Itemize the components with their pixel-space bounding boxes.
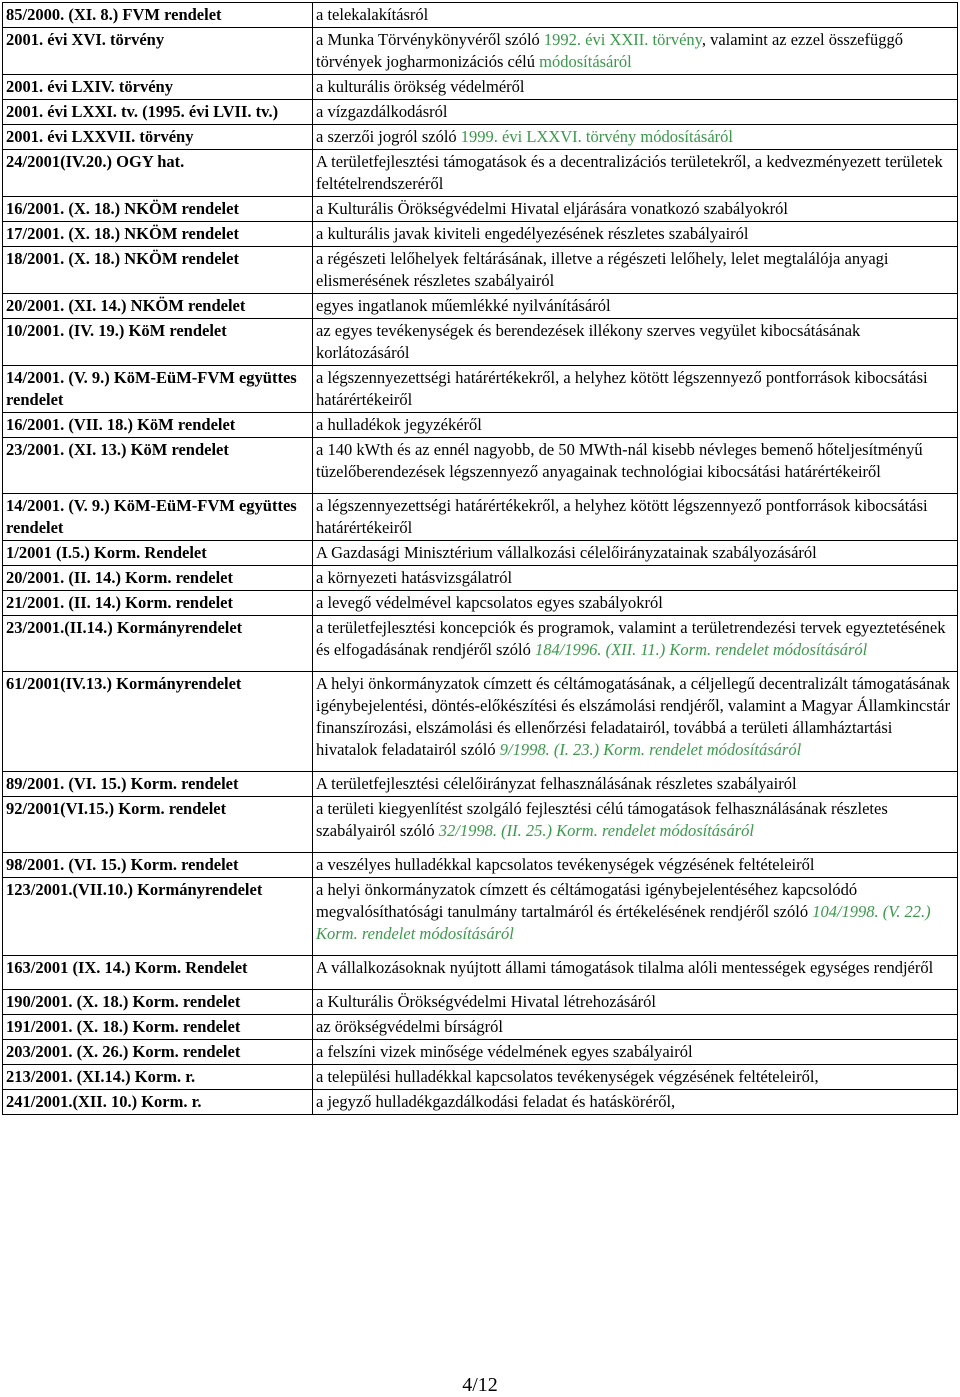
legal-subject xyxy=(313,413,958,438)
legal-reference: 14/2001. (V. 9.) KöM-EüM-FVM együttes rendelet xyxy=(3,494,313,541)
table-row xyxy=(3,797,958,853)
subject-text: a hulladékok jegyzékéről xyxy=(316,415,482,434)
legal-subject xyxy=(313,494,958,541)
legal-reference: 2001. évi LXIV. törvény xyxy=(3,75,313,100)
legal-reference: 17/2001. (X. 18.) NKÖM rendelet xyxy=(3,222,313,247)
legal-reference: 85/2000. (XI. 8.) FVM rendelet xyxy=(3,3,313,28)
legal-subject xyxy=(313,319,958,366)
legal-subject xyxy=(313,3,958,28)
legal-reference: 14/2001. (V. 9.) KöM-EüM-FVM együttes rendelet xyxy=(3,366,313,413)
subject-text: A vállalkozásoknak nyújtott állami támogatások tilalma alóli mentességek egységes rendjéről xyxy=(316,958,934,977)
linked-reference: 1999. évi LXXVI. törvény módosításáról xyxy=(460,127,733,146)
legal-reference: 190/2001. (X. 18.) Korm. rendelet xyxy=(3,990,313,1015)
legal-reference: 123/2001.(VII.10.) Kormányrendelet xyxy=(3,878,313,956)
legal-subject xyxy=(313,75,958,100)
legal-reference: 2001. évi LXXI. tv. (1995. évi LVII. tv.) xyxy=(3,100,313,125)
legislation-table xyxy=(2,2,958,1115)
legal-subject xyxy=(313,1015,958,1040)
subject-text: A Gazdasági Minisztérium vállalkozási célelőirányzatainak szabályozásáról xyxy=(316,543,817,562)
page-number: 4/12 xyxy=(462,1374,498,1396)
legal-reference: 241/2001.(XII. 10.) Korm. r. xyxy=(3,1090,313,1115)
legal-subject xyxy=(313,1040,958,1065)
subject-text: a régészeti lelőhelyek feltárásának, illetve a régészeti lelőhely, lelet megtalálója anyagi elismerésének részletes szabályairól xyxy=(316,249,889,290)
legal-subject xyxy=(313,1090,958,1115)
table-row xyxy=(3,28,958,75)
legal-subject xyxy=(313,438,958,494)
legal-subject xyxy=(313,222,958,247)
subject-text: , valamint az ezzel összefüggő törvények jogharmonizációs célú xyxy=(316,30,903,71)
linked-reference: 184/1996. (XII. 11.) Korm. rendelet módosításáról xyxy=(535,640,868,659)
subject-text: a Kulturális Örökségvédelmi Hivatal eljárására vonatkozó szabályokról xyxy=(316,199,788,218)
legal-subject xyxy=(313,28,958,75)
legal-reference: 163/2001 (IX. 14.) Korm. Rendelet xyxy=(3,956,313,990)
subject-text: az egyes tevékenységek és berendezések illékony szerves vegyület kibocsátásának korlátozásáról xyxy=(316,321,861,362)
subject-text: a szerzői jogról szóló xyxy=(316,127,461,146)
table-row xyxy=(3,294,958,319)
legal-subject xyxy=(313,366,958,413)
table-row xyxy=(3,75,958,100)
subject-text: a területfejlesztési koncepciók és programok, valamint a területrendezési tervek egyeztetésének és elfogadásának rendjéről szóló xyxy=(316,618,946,659)
legal-subject xyxy=(313,294,958,319)
legal-reference: 191/2001. (X. 18.) Korm. rendelet xyxy=(3,1015,313,1040)
legal-reference: 61/2001(IV.13.) Kormányrendelet xyxy=(3,672,313,772)
subject-text: A helyi önkormányzatok címzett és céltámogatásának, a céljellegű decentralizált támogatásának igénybejelentési, döntés-előkészítési és elszámolási rendjéről, valamint a Magyar Államkincstár finanszírozási, elszámolási és ellenőrzési feladatairól, továbbá a területi államháztartási hivatalok feladatairól szóló xyxy=(316,674,951,759)
table-row xyxy=(3,413,958,438)
linked-reference: módosításáról xyxy=(539,52,632,71)
table-row xyxy=(3,878,958,956)
subject-text: a Kulturális Örökségvédelmi Hivatal létrehozásáról xyxy=(316,992,656,1011)
legal-subject xyxy=(313,541,958,566)
legal-reference: 18/2001. (X. 18.) NKÖM rendelet xyxy=(3,247,313,294)
subject-text: a kulturális javak kiviteli engedélyezésének részletes szabályairól xyxy=(316,224,749,243)
legislation-table-body xyxy=(3,3,958,1115)
table-row xyxy=(3,494,958,541)
legal-subject xyxy=(313,1065,958,1090)
legal-reference: 1/2001 (I.5.) Korm. Rendelet xyxy=(3,541,313,566)
subject-text: a jegyző hulladékgazdálkodási feladat és hatásköréről, xyxy=(316,1092,676,1111)
legal-subject xyxy=(313,616,958,672)
linked-reference: 1992. évi XXII. törvény xyxy=(543,30,702,49)
table-row xyxy=(3,3,958,28)
table-row xyxy=(3,247,958,294)
linked-reference: 104/1998. (V. 22.) Korm. rendelet módosításáról xyxy=(316,902,931,943)
legal-subject xyxy=(313,956,958,990)
table-row xyxy=(3,1040,958,1065)
legal-reference: 20/2001. (II. 14.) Korm. rendelet xyxy=(3,566,313,591)
subject-text: az örökségvédelmi bírságról xyxy=(316,1017,503,1036)
subject-text: a kulturális örökség védelméről xyxy=(316,77,525,96)
linked-reference: 9/1998. (I. 23.) Korm. rendelet módosításáról xyxy=(499,740,802,759)
table-row xyxy=(3,1015,958,1040)
table-row xyxy=(3,100,958,125)
subject-text: a 140 kWth és az ennél nagyobb, de 50 MWth-nál kisebb névleges bemenő hőteljesítményű tüzelőberendezések légszennyező anyagainak technológiai kibocsátási határértékeiről xyxy=(316,440,923,481)
table-row xyxy=(3,319,958,366)
subject-text: a Munka Törvénykönyvéről szóló xyxy=(316,30,544,49)
table-row xyxy=(3,616,958,672)
legal-subject xyxy=(313,125,958,150)
table-row xyxy=(3,541,958,566)
subject-text: a környezeti hatásvizsgálatról xyxy=(316,568,513,587)
legal-subject xyxy=(313,990,958,1015)
legal-subject xyxy=(313,797,958,853)
legal-reference: 10/2001. (IV. 19.) KöM rendelet xyxy=(3,319,313,366)
linked-reference: 32/1998. (II. 25.) Korm. rendelet módosításáról xyxy=(438,821,754,840)
legal-subject xyxy=(313,566,958,591)
table-row xyxy=(3,672,958,772)
legal-reference: 21/2001. (II. 14.) Korm. rendelet xyxy=(3,591,313,616)
subject-text: a települési hulladékkal kapcsolatos tevékenységek végzésének feltételeiről, xyxy=(316,1067,819,1086)
table-row xyxy=(3,853,958,878)
legal-subject xyxy=(313,100,958,125)
subject-text: a veszélyes hulladékkal kapcsolatos tevékenységek végzésének feltételeiről xyxy=(316,855,815,874)
legal-reference: 2001. évi XVI. törvény xyxy=(3,28,313,75)
table-row xyxy=(3,125,958,150)
subject-text: egyes ingatlanok műemlékké nyilvánításáról xyxy=(316,296,611,315)
subject-text: A területfejlesztési támogatások és a decentralizációs területekről, a kedvezményezett területek feltételrendszeréről xyxy=(316,152,943,193)
legal-subject xyxy=(313,150,958,197)
table-row xyxy=(3,366,958,413)
table-row xyxy=(3,566,958,591)
legal-reference: 24/2001(IV.20.) OGY hat. xyxy=(3,150,313,197)
table-row xyxy=(3,1065,958,1090)
subject-text: a levegő védelmével kapcsolatos egyes szabályokról xyxy=(316,593,663,612)
legal-subject xyxy=(313,197,958,222)
legal-reference: 92/2001(VI.15.) Korm. rendelet xyxy=(3,797,313,853)
legal-subject xyxy=(313,853,958,878)
subject-text: a légszennyezettségi határértékekről, a helyhez kötött légszennyező pontforrások kibocsátási határértékeiről xyxy=(316,496,928,537)
table-row xyxy=(3,222,958,247)
legal-reference: 89/2001. (VI. 15.) Korm. rendelet xyxy=(3,772,313,797)
legal-reference: 2001. évi LXXVII. törvény xyxy=(3,125,313,150)
table-row xyxy=(3,956,958,990)
subject-text: a területi kiegyenlítést szolgáló fejlesztési célú támogatások felhasználásának részletes szabályairól szóló xyxy=(316,799,888,840)
subject-text: A területfejlesztési célelőirányzat felhasználásának részletes szabályairól xyxy=(316,774,797,793)
table-row xyxy=(3,990,958,1015)
legal-reference: 203/2001. (X. 26.) Korm. rendelet xyxy=(3,1040,313,1065)
table-row xyxy=(3,197,958,222)
subject-text: a helyi önkormányzatok címzett és céltámogatási igénybejelentéséhez kapcsolódó megvalósíthatósági tanulmány tartalmáról és értékelésének rendjéről szóló xyxy=(316,880,858,921)
table-row xyxy=(3,591,958,616)
legal-reference: 98/2001. (VI. 15.) Korm. rendelet xyxy=(3,853,313,878)
subject-text: a felszíni vizek minősége védelmének egyes szabályairól xyxy=(316,1042,693,1061)
legal-reference: 16/2001. (VII. 18.) KöM rendelet xyxy=(3,413,313,438)
legal-subject xyxy=(313,772,958,797)
legal-subject xyxy=(313,672,958,772)
legal-subject xyxy=(313,878,958,956)
legal-reference: 213/2001. (XI.14.) Korm. r. xyxy=(3,1065,313,1090)
legal-reference: 23/2001. (XI. 13.) KöM rendelet xyxy=(3,438,313,494)
table-row xyxy=(3,150,958,197)
legal-reference: 20/2001. (XI. 14.) NKÖM rendelet xyxy=(3,294,313,319)
subject-text: a vízgazdálkodásról xyxy=(316,102,448,121)
table-row xyxy=(3,1090,958,1115)
legal-subject xyxy=(313,247,958,294)
legal-reference: 23/2001.(II.14.) Kormányrendelet xyxy=(3,616,313,672)
table-row xyxy=(3,438,958,494)
legal-subject xyxy=(313,591,958,616)
subject-text: a légszennyezettségi határértékekről, a helyhez kötött légszennyező pontforrások kibocsátási határértékeiről xyxy=(316,368,928,409)
table-row xyxy=(3,772,958,797)
legal-reference: 16/2001. (X. 18.) NKÖM rendelet xyxy=(3,197,313,222)
subject-text: a telekalakításról xyxy=(316,5,429,24)
